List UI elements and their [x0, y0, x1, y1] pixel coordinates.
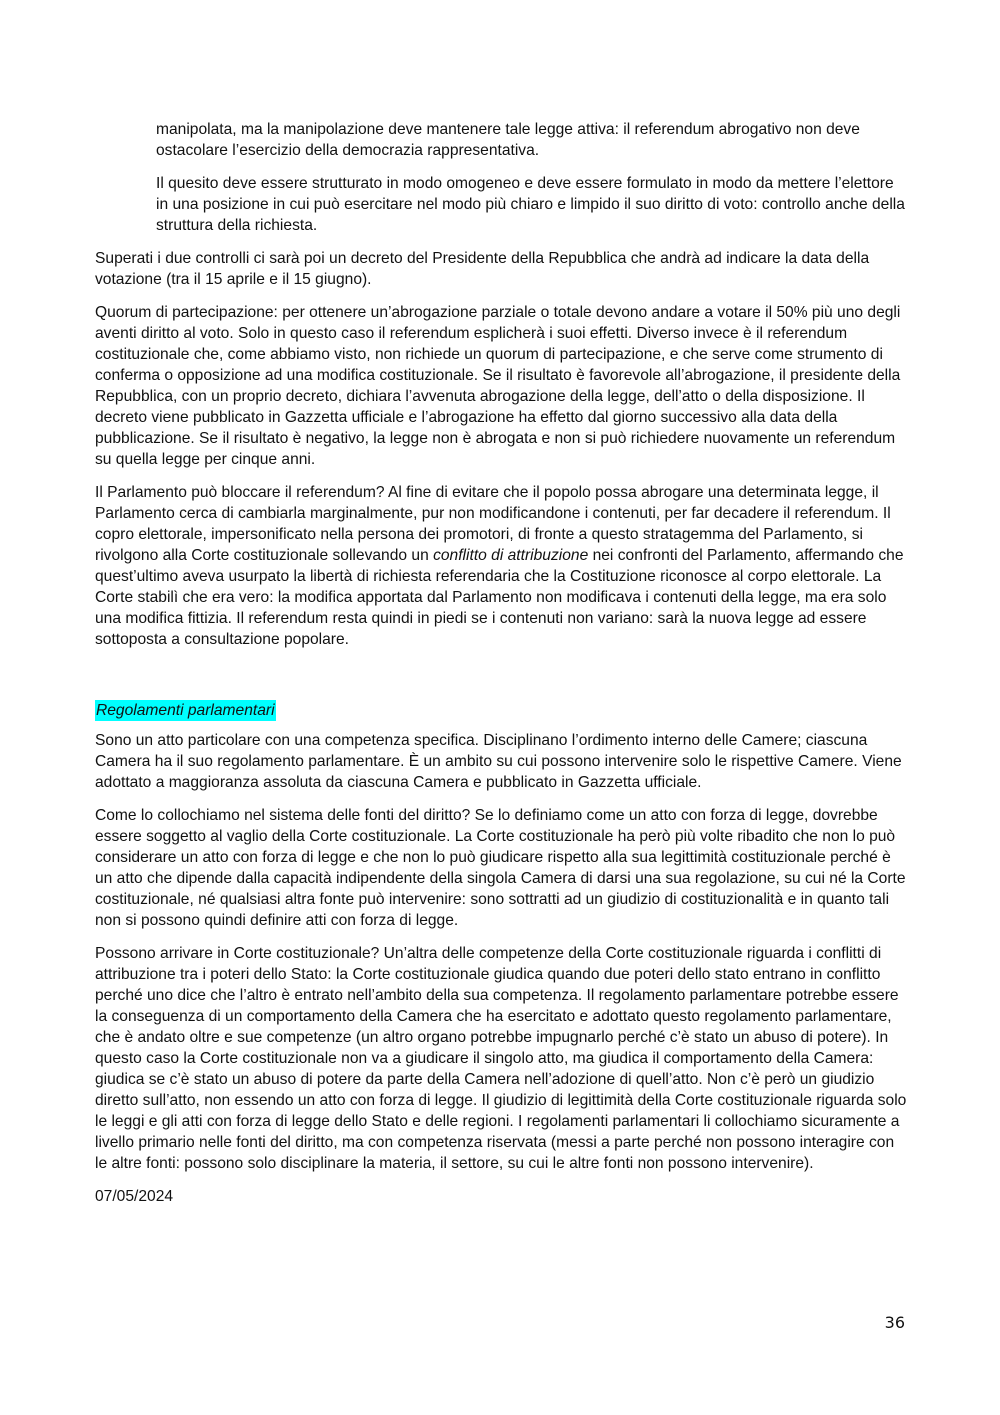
- paragraph-corte-costituzionale: Possono arrivare in Corte costituzionale? Un’altra delle competenze della Corte costituzionale riguarda i conflitti di attribuzione tra i poteri dello Stato: la Corte costituzionale giudica quando due poteri dello stato entrano in conflitto perché uno dice che l’altro è entrato nell’ambito della sua competenza. Il regolamento parlamentare potrebbe essere la conseguenza di un comportamento della Camera che ha esercitato e adottato questo regolamento parlamentare, che è andato oltre e sue competenze (un altro organo potrebbe impugnarlo perché c’è stato un abuso di potere). In questo caso la Corte costituzionale non va a giudicare il singolo atto, ma giudica il comportamento della Camera: giudica se c’è stato un abuso di potere da parte della Camera nell’adozione di quell’atto. Non c’è però un giudizio diretto sull’atto, non essendo un atto con forza di legge. Il giudizio di legittimità della Corte costituzionale riguarda solo le leggi e gli atti con forza di legge dello Stato e delle regioni. I regolamenti parlamentari li collochiamo sicuramente a livello primario nelle fonti del diritto, ma con competenza riservata (messi a parte perché non possono interagire con le altre fonti: possono solo disciplinare la materia, il settore, su cui le altre fonti non possono intervenire).: [95, 945, 907, 1172]
- date-label: 07/05/2024: [95, 1188, 174, 1205]
- section-heading-regolamenti: Regolamenti parlamentari: [96, 702, 275, 719]
- paragraph-decreto-presidente: Superati i due controlli ci sarà poi un decreto del Presidente della Repubblica che andrà ad indicare la data della votazione (tra il 15 aprile e il 15 giugno).: [95, 250, 870, 288]
- paragraph-fonti-diritto: Come lo collochiamo nel sistema delle fonti del diritto? Se lo definiamo come un atto con forza di legge, dovrebbe essere soggetto al vaglio della Corte costituzionale. La Corte costituzionale ha però più volte ribadito che non lo può considerare un atto con forza di legge e che non lo può giudicare rispetto alla sua legittimità costituzionale perché è un atto che dipende dalla capacità indipendente della singola Camera di darsi una sua regolazione, su cui né la Corte costituzionale, né qualsiasi altra fonte può intervenire: sono sottratti ad un giudizio di costituzionalità e in quanto tali non si possono quindi definire atti con forza di legge.: [95, 807, 906, 929]
- italic-conflitto-attribuzione: conflitto di attribuzione: [433, 547, 589, 564]
- paragraph-parlamento-text-before: Il Parlamento può bloccare il referendum? Al fine di evitare che il popolo possa abrogare una determinata legge, il Parlamento cerca di cambiarla marginalmente, pur non modificandone i contenuti, per far decadere il referendum. Il copro elettorale, impersonificato nella persona dei promotori, di fronte a questo stratagemma del Parlamento, si rivolgono alla Corte costituzionale sollevando un: [95, 484, 891, 564]
- paragraph-quorum: Quorum di partecipazione: per ottenere un’abrogazione parziale o totale devono andare a votare il 50% più uno degli aventi diritto al voto. Solo in questo caso il referendum esplicherà i suoi effetti. Diverso invece è il referendum costituzionale che, come abbiamo visto, non richiede un quorum di partecipazione, e che serve come strumento di conferma o opposizione ad una modifica costituzionale. Se il risultato è favorevole all’abrogazione, il presidente della Repubblica, con un proprio decreto, dichiara l’avvenuta abrogazione della legge, dell’atto o della disposizione. Il decreto viene pubblicato in Gazzetta ufficiale e l’abrogazione ha effetto dal giorno successivo alla data della pubblicazione. Se il risultato è negativo, la legge non è abrogata e non si può richiedere nuovamente un referendum su quella legge per cinque anni.: [95, 304, 901, 468]
- paragraph-manipolazione: manipolata, ma la manipolazione deve mantenere tale legge attiva: il referendum abrogativo non deve ostacolare l’esercizio della democrazia rappresentativa.: [156, 121, 860, 159]
- document-body: [95, 119, 907, 1207]
- section-heading-wrap: [95, 700, 907, 721]
- paragraph-parlamento-text-after: nei confronti del Parlamento, affermando che quest’ultimo aveva usurpato la libertà di richiesta referendaria che la Costituzione riconosce al corpo elettorale. La Corte stabilì che era vero: la modifica apportata dal Parlamento non modificava i contenuti della legge, ma era solo una modifica fittizia. Il referendum resta quindi in piedi se i contenuti non variano: sarà la nuova legge ad essere sottoposta a consultazione popolare.: [95, 547, 904, 648]
- paragraph-atto-particolare: Sono un atto particolare con una competenza specifica. Disciplinano l’ordimento interno delle Camere; ciascuna Camera ha il suo regolamento parlamentare. È un ambito su cui possono intervenire solo le rispettive Camere. Viene adottato a maggioranza assoluta da ciascuna Camera e pubblicato in Gazzetta ufficiale.: [95, 732, 902, 791]
- page-number: 36: [884, 1313, 905, 1332]
- paragraph-parlamento-blocca: [95, 482, 907, 650]
- paragraph-quesito: Il quesito deve essere strutturato in modo omogeneo e deve essere formulato in modo da mettere l’elettore in una posizione in cui può esercitare nel modo più chiaro e limpido il suo diritto di voto: controllo anche della struttura della richiesta.: [156, 175, 905, 234]
